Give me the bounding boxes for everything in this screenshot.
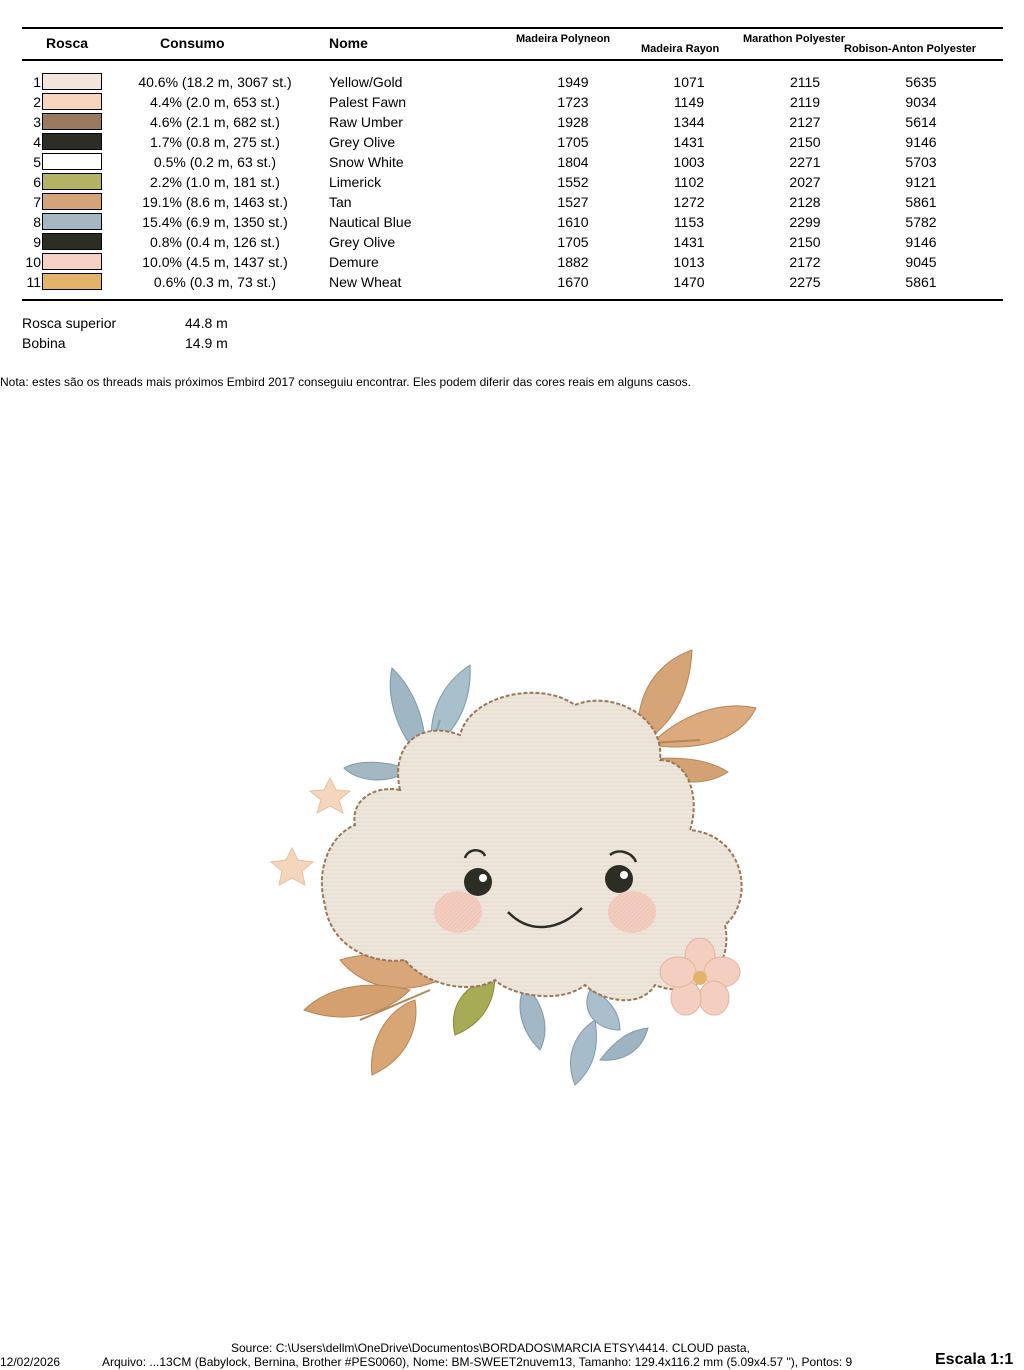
- thread-color-swatch: [42, 253, 102, 270]
- marathon-polyester-code: 2150: [789, 234, 821, 250]
- thread-color-swatch: [42, 193, 102, 210]
- thread-number: 6: [33, 174, 41, 190]
- madeira-rayon-code: 1013: [673, 254, 705, 270]
- table-row: [0, 92, 1024, 112]
- madeira-rayon-code: 1470: [673, 274, 705, 290]
- thread-name: Demure: [329, 254, 379, 270]
- table-row: [0, 152, 1024, 172]
- header-madeira-polyneon: Madeira Polyneon: [516, 33, 611, 45]
- table-bottom-rule: [22, 299, 1003, 301]
- table-row: [0, 212, 1024, 232]
- footer-file-info: Arquivo: ...13CM (Babylock, Bernina, Brother #PES0060), Nome: BM-SWEET2nuvem13, Tamanho: 129.4x116.2 mm (5.09x4.57 "), Pontos: 9: [102, 1355, 853, 1369]
- star-icon: [271, 848, 313, 885]
- header-marathon-polyester: Marathon Polyester: [743, 33, 846, 45]
- robison-anton-code: 5703: [905, 154, 937, 170]
- thread-color-swatch: [42, 93, 102, 110]
- robison-anton-code: 5635: [905, 74, 937, 90]
- table-row: [0, 232, 1024, 252]
- madeira-rayon-code: 1102: [673, 174, 705, 190]
- thread-number: 4: [33, 134, 41, 150]
- madeira-polyneon-code: 1705: [557, 134, 589, 150]
- embroidery-cloud-design: [260, 640, 770, 1100]
- robison-anton-code: 9034: [905, 94, 937, 110]
- header-robison-anton-polyester: Robison-Anton Polyester: [844, 43, 977, 55]
- thread-color-swatch: [42, 213, 102, 230]
- star-icon: [310, 778, 350, 813]
- robison-anton-code: 5782: [905, 214, 937, 230]
- madeira-polyneon-code: 1670: [557, 274, 589, 290]
- thread-name: Palest Fawn: [329, 94, 407, 110]
- madeira-polyneon-code: 1723: [557, 94, 589, 110]
- madeira-polyneon-code: 1804: [557, 154, 589, 170]
- thread-number: 8: [33, 214, 41, 230]
- summary-bobbin-label: Bobina: [22, 335, 66, 351]
- thread-color-swatch: [42, 73, 102, 90]
- robison-anton-code: 9121: [905, 174, 937, 190]
- thread-usage: 4.4% (2.0 m, 653 st.): [150, 94, 280, 110]
- header-bottom-rule: [22, 59, 1003, 61]
- table-row: [0, 172, 1024, 192]
- thread-usage: 0.6% (0.3 m, 73 st.): [153, 274, 277, 290]
- thread-number: 3: [33, 114, 41, 130]
- marathon-polyester-code: 2275: [789, 274, 821, 290]
- robison-anton-code: 5861: [905, 194, 937, 210]
- madeira-polyneon-code: 1527: [557, 194, 589, 210]
- madeira-rayon-code: 1149: [673, 94, 705, 110]
- madeira-polyneon-code: 1610: [557, 214, 589, 230]
- table-row: [0, 132, 1024, 152]
- thread-usage: 0.5% (0.2 m, 63 st.): [153, 154, 277, 170]
- summary-bobbin-value: 14.9 m: [185, 335, 228, 351]
- marathon-polyester-code: 2115: [789, 74, 821, 90]
- madeira-polyneon-code: 1928: [557, 114, 589, 130]
- thread-usage: 2.2% (1.0 m, 181 st.): [150, 174, 280, 190]
- madeira-rayon-code: 1071: [673, 74, 705, 90]
- thread-color-swatch: [42, 173, 102, 190]
- marathon-polyester-code: 2127: [789, 114, 821, 130]
- thread-usage: 15.4% (6.9 m, 1350 st.): [142, 214, 288, 230]
- marathon-polyester-code: 2027: [789, 174, 821, 190]
- footer-date: 12/02/2026: [0, 1355, 61, 1369]
- robison-anton-code: 5614: [905, 114, 937, 130]
- thread-color-swatch: [42, 133, 102, 150]
- robison-anton-code: 9045: [905, 254, 937, 270]
- marathon-polyester-code: 2119: [789, 94, 821, 110]
- thread-usage: 10.0% (4.5 m, 1437 st.): [142, 254, 288, 270]
- madeira-polyneon-code: 1882: [557, 254, 589, 270]
- footer-source-path: Source: C:\Users\dellm\OneDrive\Documentos\BORDADOS\MARCIA ETSY\4414. CLOUD pasta,: [231, 1341, 750, 1355]
- madeira-polyneon-code: 1949: [557, 74, 589, 90]
- thread-usage: 40.6% (18.2 m, 3067 st.): [138, 74, 292, 90]
- thread-usage: 1.7% (0.8 m, 275 st.): [150, 134, 280, 150]
- thread-number: 11: [26, 274, 41, 290]
- madeira-rayon-code: 1344: [673, 114, 705, 130]
- marathon-polyester-code: 2271: [789, 154, 821, 170]
- summary-top-thread-value: 44.8 m: [185, 315, 228, 331]
- thread-name: Limerick: [329, 174, 382, 190]
- table-row: [0, 72, 1024, 92]
- madeira-rayon-code: 1272: [673, 194, 705, 210]
- table-row: [0, 192, 1024, 212]
- madeira-rayon-code: 1431: [673, 234, 705, 250]
- table-row: [0, 272, 1024, 292]
- thread-name: Tan: [329, 194, 352, 210]
- header-nome: Nome: [329, 35, 368, 51]
- thread-name: Raw Umber: [329, 114, 403, 130]
- thread-number: 2: [33, 94, 41, 110]
- thread-note: Nota: estes são os threads mais próximos Embird 2017 conseguiu encontrar. Eles podem diferir das cores reais em alguns casos.: [0, 375, 692, 389]
- thread-usage: 4.6% (2.1 m, 682 st.): [150, 114, 280, 130]
- thread-usage: 19.1% (8.6 m, 1463 st.): [142, 194, 288, 210]
- thread-usage: 0.8% (0.4 m, 126 st.): [150, 234, 280, 250]
- header-rosca: Rosca: [46, 35, 89, 51]
- summary-top-thread-label: Rosca superior: [22, 315, 117, 331]
- robison-anton-code: 5861: [905, 274, 937, 290]
- robison-anton-code: 9146: [905, 134, 937, 150]
- table-top-rule: [22, 27, 1003, 29]
- thread-color-swatch: [42, 153, 102, 170]
- thread-number: 10: [25, 254, 41, 270]
- thread-name: Grey Olive: [329, 134, 396, 150]
- thread-name: Nautical Blue: [329, 214, 412, 230]
- table-row: [0, 252, 1024, 272]
- header-consumo: Consumo: [160, 35, 225, 51]
- marathon-polyester-code: 2150: [789, 134, 821, 150]
- thread-color-swatch: [42, 113, 102, 130]
- thread-name: Grey Olive: [329, 234, 396, 250]
- robison-anton-code: 9146: [905, 234, 937, 250]
- thread-number: 1: [33, 74, 41, 90]
- marathon-polyester-code: 2299: [789, 214, 821, 230]
- madeira-rayon-code: 1431: [673, 134, 705, 150]
- table-row: [0, 112, 1024, 132]
- madeira-polyneon-code: 1705: [557, 234, 589, 250]
- thread-number: 7: [33, 194, 41, 210]
- thread-name: New Wheat: [329, 274, 402, 290]
- madeira-polyneon-code: 1552: [557, 174, 589, 190]
- footer-scale: Escala 1:1: [935, 1351, 1014, 1368]
- header-madeira-rayon: Madeira Rayon: [641, 43, 720, 55]
- thread-number: 5: [33, 154, 41, 170]
- thread-color-swatch: [42, 233, 102, 250]
- madeira-rayon-code: 1153: [673, 214, 705, 230]
- thread-color-swatch: [42, 273, 102, 290]
- thread-number: 9: [33, 234, 41, 250]
- thread-name: Yellow/Gold: [329, 74, 403, 90]
- madeira-rayon-code: 1003: [673, 154, 705, 170]
- marathon-polyester-code: 2172: [789, 254, 821, 270]
- marathon-polyester-code: 2128: [789, 194, 821, 210]
- thread-name: Snow White: [329, 154, 404, 170]
